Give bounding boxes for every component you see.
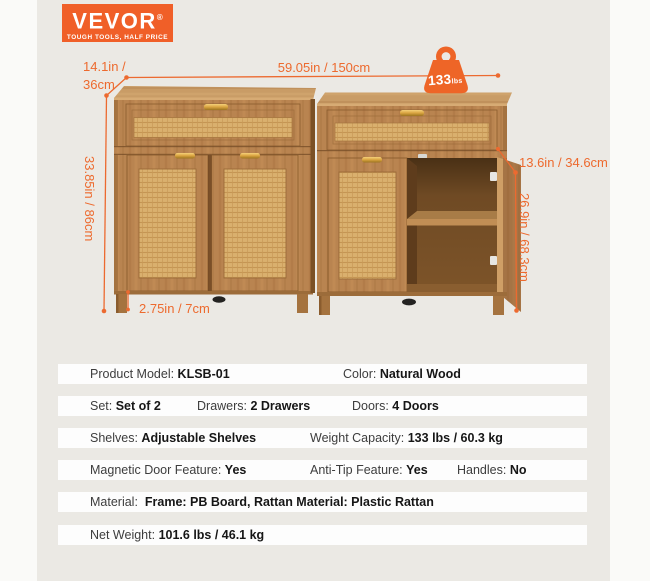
spec-label: Drawers: [197, 399, 251, 413]
dimension-label-leg-height: 2.75in / 7cm [139, 301, 210, 316]
spec-cell [457, 460, 526, 480]
spec-value: Adjustable Shelves [141, 431, 257, 445]
spec-cell [90, 364, 230, 384]
drawer-handle [204, 104, 228, 110]
spec-cell [90, 492, 434, 512]
dimension-label-inner-height: 26.9in / 68.3cm [517, 193, 532, 282]
spec-value: Yes [406, 463, 428, 477]
cabinet-left-unit [114, 86, 316, 313]
spec-row [58, 525, 587, 545]
spec-cell [90, 428, 256, 448]
hinge [490, 172, 497, 181]
brand-logo [62, 4, 173, 42]
spec-label: Handles: [457, 463, 510, 477]
spec-value: 4 Doors [392, 399, 439, 413]
spec-value: 2 Drawers [250, 399, 311, 413]
spec-value: Set of 2 [115, 399, 161, 413]
spec-label: Doors: [352, 399, 393, 413]
brand-name: VEVOR® [72, 8, 163, 34]
dimension-label-width: 59.05in / 150cm [277, 60, 371, 75]
weight-capacity-value: 133lbs [427, 71, 463, 89]
spec-label: Magnetic Door Feature: [90, 463, 225, 477]
spec-cell [310, 460, 428, 480]
spec-row [58, 364, 587, 384]
spec-value: 101.6 lbs / 46.1 kg [158, 528, 265, 542]
magnetic-catch [418, 154, 427, 159]
spec-row [58, 492, 587, 512]
spec-cell [197, 396, 310, 416]
cabinet-right-unit [317, 93, 521, 316]
spec-cell [352, 396, 439, 416]
brand-tagline: TOUGH TOOLS, HALF PRICE [66, 34, 169, 42]
dimension-label-inner-depth: 13.6in / 34.6cm [519, 155, 608, 170]
registered-mark: ® [156, 13, 163, 22]
spec-label: Shelves: [90, 431, 142, 445]
spec-row [58, 428, 587, 448]
spec-value: Frame: PB Board, Rattan Material: Plastic Rattan [144, 495, 434, 509]
door-handle [362, 157, 382, 163]
drawer-handle [400, 110, 424, 116]
spec-label: Anti-Tip Feature: [310, 463, 407, 477]
spec-value: Natural Wood [379, 367, 461, 381]
spec-cell [343, 364, 461, 384]
spec-cell [310, 428, 503, 448]
spec-label: Weight Capacity: [310, 431, 408, 445]
spec-label: Color: [343, 367, 380, 381]
spec-value: Yes [224, 463, 247, 477]
spec-cell [90, 525, 264, 545]
dimension-label-height: 33.85in / 86cm [82, 156, 97, 242]
spec-label: Material: [90, 495, 145, 509]
hinge [490, 256, 497, 265]
spec-row [58, 396, 587, 416]
spec-label: Set: [90, 399, 116, 413]
spec-table [58, 364, 587, 545]
spec-value: KLSB-01 [177, 367, 230, 381]
spec-label: Product Model: [90, 367, 178, 381]
spec-cell [90, 460, 246, 480]
spec-value: No [509, 463, 527, 477]
dimension-label-depth: 14.1in / 36cm [83, 59, 126, 93]
dimension-line-height [104, 96, 107, 311]
door-handle [240, 153, 260, 159]
spec-cell [90, 396, 161, 416]
spec-row [58, 460, 587, 480]
door-handle [175, 153, 195, 159]
adjustable-shelf [407, 211, 497, 219]
spec-value: 133 lbs / 60.3 kg [407, 431, 503, 445]
unit-seam [311, 99, 316, 293]
spec-label: Net Weight: [90, 528, 159, 542]
